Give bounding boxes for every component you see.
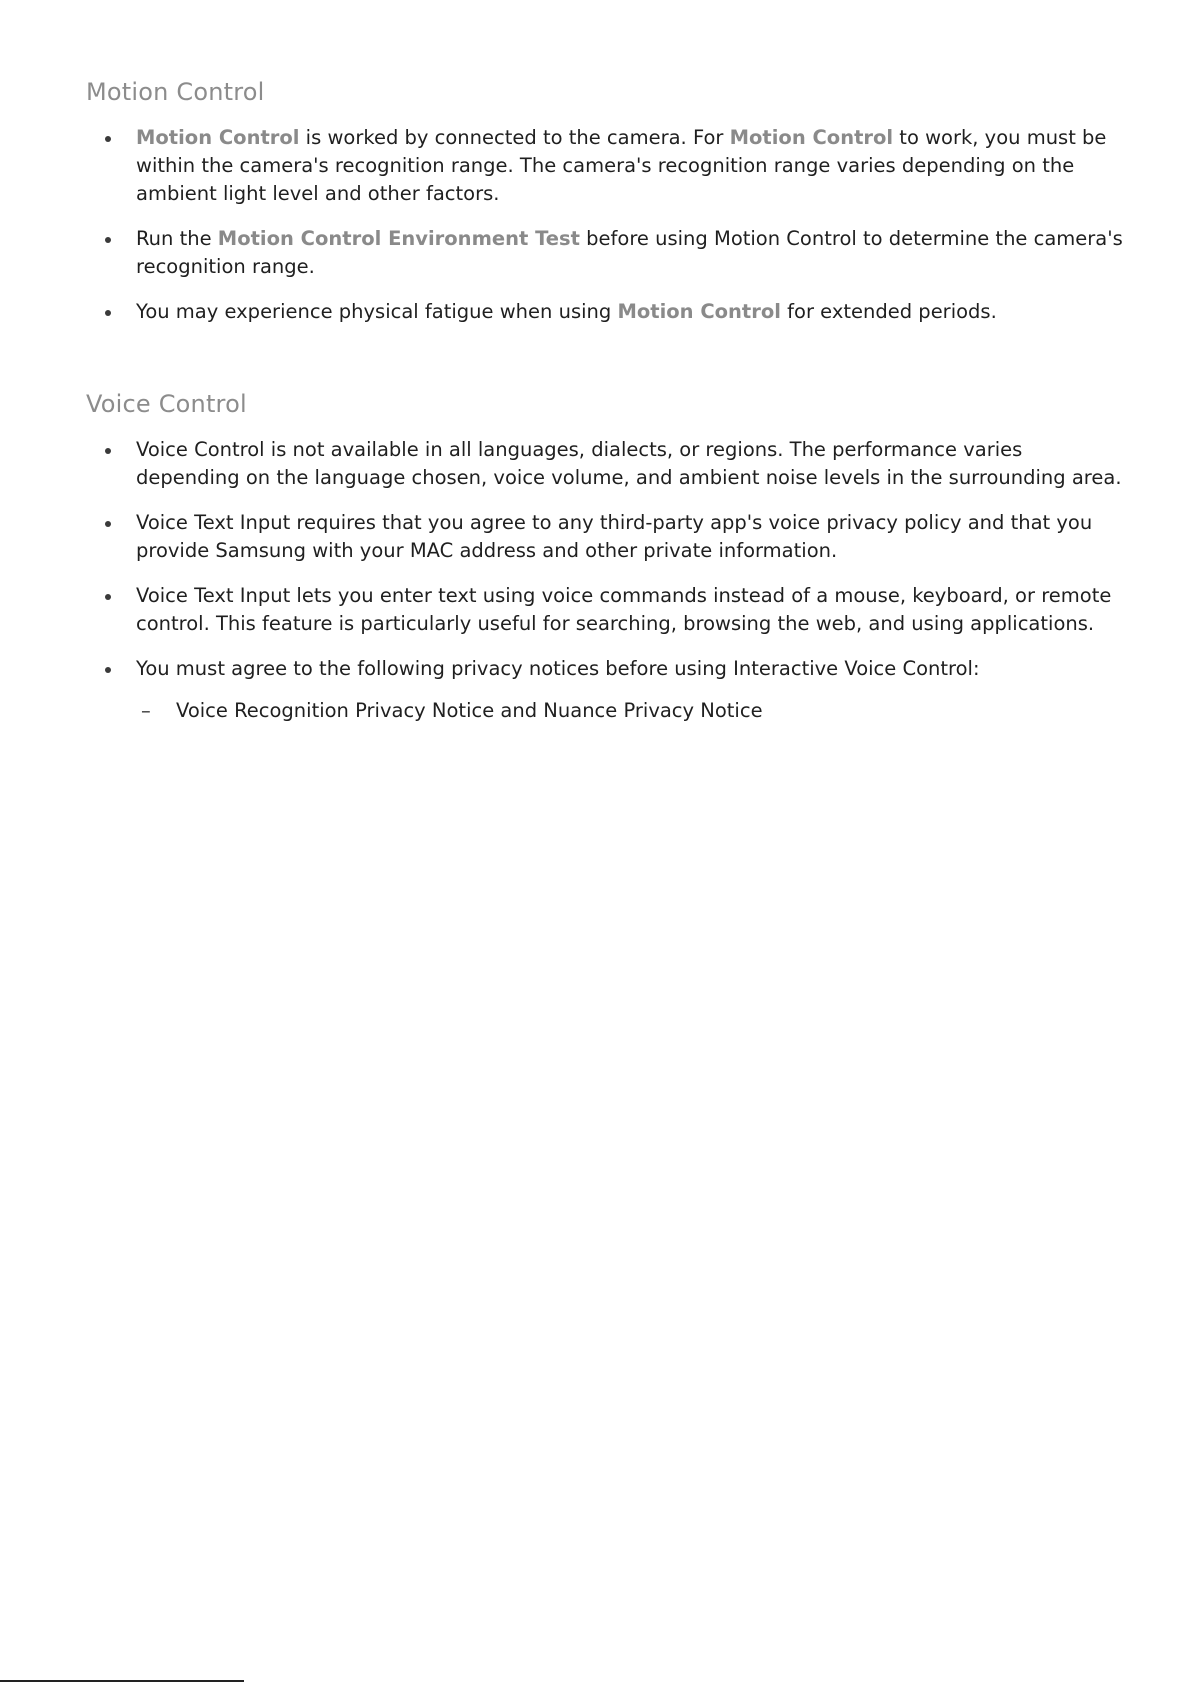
body-text: Run the bbox=[136, 227, 218, 250]
section-heading: Motion Control bbox=[86, 78, 265, 106]
highlighted-term: Motion Control Environment Test bbox=[217, 227, 580, 250]
body-text: Voice Text Input lets you enter text using voice commands instead of a mouse, keyboard, or remote control. This feature is particularly useful for searching, browsing the web, and using applications. bbox=[136, 584, 1112, 635]
body-text: You must agree to the following privacy notices before using Interactive Voice Control: bbox=[136, 657, 980, 680]
list-item bbox=[86, 655, 1126, 725]
body-text: Voice Recognition Privacy Notice and Nuance Privacy Notice bbox=[176, 699, 763, 722]
section-heading: Voice Control bbox=[86, 390, 247, 418]
sub-list-item bbox=[136, 697, 1126, 725]
body-text: before using Motion Control to determine the camera's recognition range. bbox=[136, 227, 1123, 278]
footnote-divider bbox=[0, 1680, 244, 1682]
list-item bbox=[86, 124, 1126, 208]
voice-control-list bbox=[86, 436, 1126, 725]
list-item bbox=[86, 436, 1126, 492]
body-text: for extended periods. bbox=[780, 300, 997, 323]
highlighted-term: Motion Control bbox=[729, 126, 894, 149]
list-item bbox=[86, 509, 1126, 565]
motion-control-list bbox=[86, 124, 1126, 326]
body-text: is worked by connected to the camera. For bbox=[299, 126, 730, 149]
highlighted-term: Motion Control bbox=[617, 300, 781, 323]
body-text: Voice Control is not available in all languages, dialects, or regions. The performance varies depending on the language chosen, voice volume, and ambient noise levels in the surrounding area. bbox=[136, 438, 1122, 489]
body-text: to work, you must be within the camera's recognition range. The camera's recognition range varies depending on the ambient light level and other factors. bbox=[136, 126, 1107, 205]
highlighted-term: Motion Control bbox=[136, 126, 300, 149]
list-item bbox=[86, 298, 1126, 326]
voice-control-section bbox=[86, 390, 1126, 742]
sub-list bbox=[136, 697, 1126, 725]
motion-control-section bbox=[86, 78, 1126, 343]
body-text: Voice Text Input requires that you agree to any third-party app's voice privacy policy and that you provide Samsung with your MAC address and other private information. bbox=[136, 511, 1093, 562]
list-item bbox=[86, 225, 1126, 281]
list-item bbox=[86, 582, 1126, 638]
body-text: You may experience physical fatigue when using bbox=[136, 300, 618, 323]
